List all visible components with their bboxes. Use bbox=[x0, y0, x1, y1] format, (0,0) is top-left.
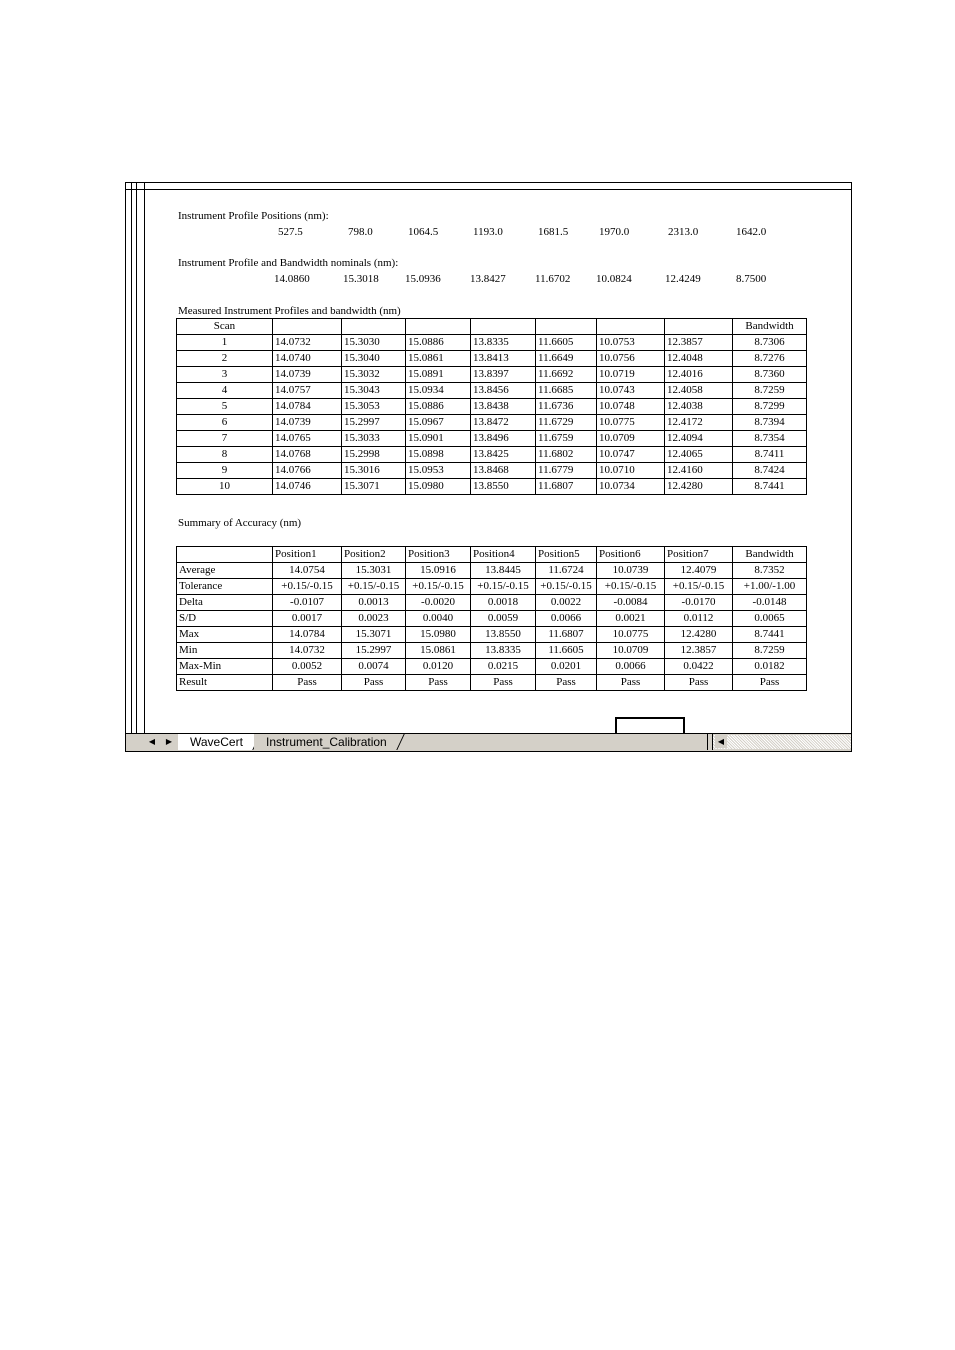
table-cell[interactable]: 3 bbox=[177, 367, 273, 383]
table-cell[interactable]: 13.8335 bbox=[471, 643, 536, 659]
table-cell[interactable]: 10.0709 bbox=[597, 431, 665, 447]
nominals-label: Instrument Profile and Bandwidth nominals (nm): bbox=[178, 257, 399, 269]
table-cell[interactable]: 0.0074 bbox=[342, 659, 406, 675]
nominals-value: 15.0936 bbox=[405, 273, 441, 285]
table-cell[interactable]: 0.0201 bbox=[536, 659, 597, 675]
table-cell[interactable]: Position6 bbox=[597, 547, 665, 563]
profile-positions-value: 1642.0 bbox=[736, 226, 767, 238]
table-row bbox=[177, 335, 807, 351]
table-cell[interactable]: 0.0052 bbox=[273, 659, 342, 675]
nominals-value: 15.3018 bbox=[343, 273, 379, 285]
profile-positions-value: 2313.0 bbox=[668, 226, 699, 238]
profile-positions-value: 1064.5 bbox=[408, 226, 439, 238]
table-cell[interactable]: 12.4094 bbox=[665, 431, 733, 447]
table-cell[interactable]: S/D bbox=[177, 611, 273, 627]
table-cell[interactable]: 15.3032 bbox=[342, 367, 406, 383]
profile-positions-label: Instrument Profile Positions (nm): bbox=[178, 210, 329, 222]
table-row bbox=[177, 595, 807, 611]
table-cell[interactable]: Position3 bbox=[406, 547, 471, 563]
table-cell[interactable] bbox=[273, 319, 342, 335]
table-cell[interactable]: 13.8472 bbox=[471, 415, 536, 431]
table-cell[interactable]: Pass bbox=[733, 675, 807, 691]
table-cell[interactable]: -0.0084 bbox=[597, 595, 665, 611]
table-cell[interactable]: 7 bbox=[177, 431, 273, 447]
table-cell[interactable]: 11.6802 bbox=[536, 447, 597, 463]
horizontal-scrollbar[interactable] bbox=[712, 735, 851, 749]
profile-positions-value: 1193.0 bbox=[473, 226, 503, 238]
table-header-row bbox=[177, 547, 807, 563]
summary-table bbox=[176, 546, 807, 691]
table-cell[interactable]: -0.0148 bbox=[733, 595, 807, 611]
table-cell[interactable]: 4 bbox=[177, 383, 273, 399]
table-cell[interactable]: 13.8496 bbox=[471, 431, 536, 447]
table-cell[interactable]: 8.7276 bbox=[733, 351, 807, 367]
table-cell[interactable]: 11.6779 bbox=[536, 463, 597, 479]
table-cell[interactable]: 15.0861 bbox=[406, 643, 471, 659]
nominals-value: 11.6702 bbox=[535, 273, 571, 285]
table-cell[interactable]: +0.15/-0.15 bbox=[536, 579, 597, 595]
table-cell[interactable]: 15.0916 bbox=[406, 563, 471, 579]
table-cell[interactable]: 5 bbox=[177, 399, 273, 415]
table-cell[interactable]: 0.0120 bbox=[406, 659, 471, 675]
table-cell[interactable]: 0.0040 bbox=[406, 611, 471, 627]
table-row bbox=[177, 399, 807, 415]
table-cell[interactable]: 10.0775 bbox=[597, 415, 665, 431]
table-cell[interactable]: 15.3031 bbox=[342, 563, 406, 579]
table-cell[interactable]: 10.0734 bbox=[597, 479, 665, 495]
table-cell[interactable]: 0.0022 bbox=[536, 595, 597, 611]
nominals-value: 10.0824 bbox=[596, 273, 632, 285]
measured-table bbox=[176, 318, 807, 495]
table-cell[interactable]: 11.6724 bbox=[536, 563, 597, 579]
table-cell[interactable]: 0.0013 bbox=[342, 595, 406, 611]
table-cell[interactable]: 10.0753 bbox=[597, 335, 665, 351]
table-row bbox=[177, 367, 807, 383]
table-cell[interactable]: 9 bbox=[177, 463, 273, 479]
table-cell[interactable]: 11.6649 bbox=[536, 351, 597, 367]
table-cell[interactable]: -0.0170 bbox=[665, 595, 733, 611]
table-cell[interactable]: 12.4048 bbox=[665, 351, 733, 367]
table-cell[interactable]: Pass bbox=[471, 675, 536, 691]
table-cell[interactable] bbox=[406, 319, 471, 335]
table-cell[interactable]: 15.2997 bbox=[342, 415, 406, 431]
table-cell[interactable]: +0.15/-0.15 bbox=[665, 579, 733, 595]
table-cell[interactable]: 14.0732 bbox=[273, 335, 342, 351]
table-cell[interactable]: Bandwidth bbox=[733, 319, 807, 335]
table-cell[interactable]: 6 bbox=[177, 415, 273, 431]
table-cell[interactable]: Min bbox=[177, 643, 273, 659]
table-cell[interactable]: 11.6729 bbox=[536, 415, 597, 431]
table-row bbox=[177, 643, 807, 659]
table-cell[interactable]: 15.3043 bbox=[342, 383, 406, 399]
table-cell[interactable]: 13.8397 bbox=[471, 367, 536, 383]
scroll-left-icon[interactable]: ◀ bbox=[148, 737, 156, 746]
table-cell[interactable]: 11.6807 bbox=[536, 627, 597, 643]
table-cell[interactable]: 10.0743 bbox=[597, 383, 665, 399]
table-cell[interactable]: 11.6807 bbox=[536, 479, 597, 495]
table-cell[interactable] bbox=[342, 319, 406, 335]
table-cell[interactable]: Pass bbox=[273, 675, 342, 691]
table-cell[interactable]: Result bbox=[177, 675, 273, 691]
nominals-value: 12.4249 bbox=[665, 273, 701, 285]
nominals-value: 13.8427 bbox=[470, 273, 506, 285]
table-cell[interactable] bbox=[597, 319, 665, 335]
table-cell[interactable] bbox=[177, 547, 273, 563]
table-cell[interactable]: 10.0719 bbox=[597, 367, 665, 383]
table-cell[interactable]: 14.0784 bbox=[273, 399, 342, 415]
table-cell[interactable] bbox=[665, 319, 733, 335]
table-cell[interactable]: Position4 bbox=[471, 547, 536, 563]
table-cell[interactable]: 12.4079 bbox=[665, 563, 733, 579]
tab-wavecert[interactable]: WaveCert bbox=[178, 734, 257, 750]
table-cell[interactable]: 14.0739 bbox=[273, 415, 342, 431]
table-cell[interactable]: 0.0059 bbox=[471, 611, 536, 627]
worksheet-area bbox=[145, 190, 851, 733]
table-row bbox=[177, 563, 807, 579]
table-row bbox=[177, 675, 807, 691]
table-cell[interactable]: Scan bbox=[177, 319, 273, 335]
table-cell[interactable]: 0.0021 bbox=[597, 611, 665, 627]
table-row bbox=[177, 431, 807, 447]
table-cell[interactable]: 15.3053 bbox=[342, 399, 406, 415]
table-cell[interactable]: 10.0747 bbox=[597, 447, 665, 463]
table-cell[interactable]: +0.15/-0.15 bbox=[273, 579, 342, 595]
profile-positions-value: 1970.0 bbox=[599, 226, 630, 238]
table-row bbox=[177, 659, 807, 675]
table-cell[interactable]: 11.6692 bbox=[536, 367, 597, 383]
table-cell[interactable]: 15.0980 bbox=[406, 627, 471, 643]
table-cell[interactable]: 14.0766 bbox=[273, 463, 342, 479]
table-cell[interactable]: 15.0980 bbox=[406, 479, 471, 495]
table-cell[interactable]: 12.3857 bbox=[665, 335, 733, 351]
table-cell[interactable] bbox=[471, 319, 536, 335]
table-cell[interactable]: 12.4160 bbox=[665, 463, 733, 479]
table-cell[interactable]: 8.7441 bbox=[733, 627, 807, 643]
table-row bbox=[177, 627, 807, 643]
table-cell[interactable] bbox=[536, 319, 597, 335]
table-cell[interactable]: 13.8550 bbox=[471, 627, 536, 643]
table-cell[interactable]: 14.0784 bbox=[273, 627, 342, 643]
profile-positions-value: 798.0 bbox=[348, 226, 373, 238]
table-row bbox=[177, 351, 807, 367]
table-cell[interactable]: 15.0886 bbox=[406, 399, 471, 415]
table-cell[interactable]: 12.4280 bbox=[665, 627, 733, 643]
table-cell[interactable]: -0.0020 bbox=[406, 595, 471, 611]
table-row bbox=[177, 463, 807, 479]
table-row bbox=[177, 611, 807, 627]
table-cell[interactable]: +0.15/-0.15 bbox=[597, 579, 665, 595]
table-cell[interactable]: 11.6605 bbox=[536, 335, 597, 351]
table-cell[interactable]: 10.0748 bbox=[597, 399, 665, 415]
table-cell[interactable]: Position1 bbox=[273, 547, 342, 563]
table-cell[interactable]: 13.8445 bbox=[471, 563, 536, 579]
table-cell[interactable]: 14.0754 bbox=[273, 563, 342, 579]
profile-positions-value: 527.5 bbox=[278, 226, 303, 238]
table-cell[interactable]: Average bbox=[177, 563, 273, 579]
table-cell[interactable]: Pass bbox=[342, 675, 406, 691]
nominals-value: 14.0860 bbox=[274, 273, 310, 285]
table-cell[interactable]: 13.8468 bbox=[471, 463, 536, 479]
table-cell[interactable]: +0.15/-0.15 bbox=[406, 579, 471, 595]
table-cell[interactable]: 2 bbox=[177, 351, 273, 367]
table-cell[interactable]: 11.6685 bbox=[536, 383, 597, 399]
table-cell[interactable]: -0.0107 bbox=[273, 595, 342, 611]
table-cell[interactable]: 8 bbox=[177, 447, 273, 463]
table-cell[interactable]: Tolerance bbox=[177, 579, 273, 595]
table-cell[interactable]: 10.0739 bbox=[597, 563, 665, 579]
table-cell[interactable]: 13.8456 bbox=[471, 383, 536, 399]
table-cell[interactable]: 0.0023 bbox=[342, 611, 406, 627]
table-cell[interactable]: 8.7354 bbox=[733, 431, 807, 447]
table-cell[interactable]: 10 bbox=[177, 479, 273, 495]
table-cell[interactable]: 11.6759 bbox=[536, 431, 597, 447]
table-cell[interactable]: 0.0017 bbox=[273, 611, 342, 627]
table-cell[interactable]: 14.0732 bbox=[273, 643, 342, 659]
table-cell[interactable]: 14.0746 bbox=[273, 479, 342, 495]
table-cell[interactable]: 0.0065 bbox=[733, 611, 807, 627]
table-cell[interactable]: 13.8413 bbox=[471, 351, 536, 367]
table-cell[interactable]: 10.0756 bbox=[597, 351, 665, 367]
table-cell[interactable]: 14.0768 bbox=[273, 447, 342, 463]
table-cell[interactable]: 13.8550 bbox=[471, 479, 536, 495]
table-cell[interactable]: 8.7259 bbox=[733, 643, 807, 659]
spreadsheet-window bbox=[125, 182, 852, 752]
profile-positions-value: 1681.5 bbox=[538, 226, 569, 238]
table-cell[interactable]: 15.0898 bbox=[406, 447, 471, 463]
table-cell[interactable]: 8.7411 bbox=[733, 447, 807, 463]
table-row bbox=[177, 579, 807, 595]
table-cell[interactable]: Delta bbox=[177, 595, 273, 611]
table-cell[interactable]: Max bbox=[177, 627, 273, 643]
table-cell[interactable]: 15.3016 bbox=[342, 463, 406, 479]
table-cell[interactable]: Pass bbox=[597, 675, 665, 691]
table-header-row bbox=[177, 319, 807, 335]
table-row bbox=[177, 415, 807, 431]
table-row bbox=[177, 383, 807, 399]
table-cell[interactable]: 0.0066 bbox=[597, 659, 665, 675]
table-cell[interactable]: 0.0182 bbox=[733, 659, 807, 675]
table-cell[interactable]: 15.0901 bbox=[406, 431, 471, 447]
table-cell[interactable]: 13.8335 bbox=[471, 335, 536, 351]
table-cell[interactable]: +1.00/-1.00 bbox=[733, 579, 807, 595]
scroll-right-icon[interactable]: ▶ bbox=[165, 737, 173, 746]
table-cell[interactable]: Max-Min bbox=[177, 659, 273, 675]
table-cell[interactable]: 0.0422 bbox=[665, 659, 733, 675]
table-cell[interactable]: 13.8425 bbox=[471, 447, 536, 463]
table-cell[interactable]: 15.0934 bbox=[406, 383, 471, 399]
table-cell[interactable]: 10.0710 bbox=[597, 463, 665, 479]
table-cell[interactable]: Pass bbox=[406, 675, 471, 691]
summary-label: Summary of Accuracy (nm) bbox=[178, 517, 302, 529]
hscroll-left-icon[interactable]: ◀ bbox=[715, 735, 727, 748]
table-cell[interactable]: 12.4172 bbox=[665, 415, 733, 431]
table-cell[interactable]: 10.0709 bbox=[597, 643, 665, 659]
table-cell[interactable]: 0.0112 bbox=[665, 611, 733, 627]
table-cell[interactable]: 12.4058 bbox=[665, 383, 733, 399]
table-cell[interactable]: 8.7352 bbox=[733, 563, 807, 579]
table-cell[interactable]: 15.3033 bbox=[342, 431, 406, 447]
table-cell[interactable]: 8.7394 bbox=[733, 415, 807, 431]
table-cell[interactable]: 12.4280 bbox=[665, 479, 733, 495]
table-cell[interactable]: 8.7441 bbox=[733, 479, 807, 495]
table-cell[interactable]: 12.4065 bbox=[665, 447, 733, 463]
table-row bbox=[177, 447, 807, 463]
table-cell[interactable]: 0.0215 bbox=[471, 659, 536, 675]
table-cell[interactable]: 14.0739 bbox=[273, 367, 342, 383]
table-cell[interactable]: 14.0740 bbox=[273, 351, 342, 367]
table-cell[interactable]: 0.0066 bbox=[536, 611, 597, 627]
table-cell[interactable]: 11.6605 bbox=[536, 643, 597, 659]
window-top-border bbox=[126, 183, 851, 190]
table-cell[interactable]: 15.0967 bbox=[406, 415, 471, 431]
nominals-value: 8.7500 bbox=[736, 273, 767, 285]
table-cell[interactable]: Pass bbox=[536, 675, 597, 691]
table-cell[interactable]: 8.7424 bbox=[733, 463, 807, 479]
table-cell[interactable]: 10.0775 bbox=[597, 627, 665, 643]
table-cell[interactable]: 15.2997 bbox=[342, 643, 406, 659]
table-cell[interactable]: Position7 bbox=[665, 547, 733, 563]
table-cell[interactable]: 15.0891 bbox=[406, 367, 471, 383]
table-cell[interactable]: 15.0861 bbox=[406, 351, 471, 367]
table-cell[interactable]: 15.0953 bbox=[406, 463, 471, 479]
table-cell[interactable]: 15.2998 bbox=[342, 447, 406, 463]
table-cell[interactable]: 15.3030 bbox=[342, 335, 406, 351]
table-cell[interactable]: Position5 bbox=[536, 547, 597, 563]
table-cell[interactable]: 8.7306 bbox=[733, 335, 807, 351]
table-cell[interactable]: Bandwidth bbox=[733, 547, 807, 563]
table-cell[interactable]: 13.8438 bbox=[471, 399, 536, 415]
sheet-tab-bar bbox=[126, 733, 851, 751]
table-cell[interactable]: +0.15/-0.15 bbox=[342, 579, 406, 595]
table-cell[interactable]: Pass bbox=[665, 675, 733, 691]
table-cell[interactable]: +0.15/-0.15 bbox=[471, 579, 536, 595]
table-cell[interactable]: 15.0886 bbox=[406, 335, 471, 351]
table-cell[interactable]: 0.0018 bbox=[471, 595, 536, 611]
table-cell[interactable]: 8.7299 bbox=[733, 399, 807, 415]
table-cell[interactable]: 15.3040 bbox=[342, 351, 406, 367]
table-cell[interactable]: 8.7259 bbox=[733, 383, 807, 399]
table-cell[interactable]: Position2 bbox=[342, 547, 406, 563]
table-cell[interactable]: 12.4016 bbox=[665, 367, 733, 383]
table-cell[interactable]: 12.4038 bbox=[665, 399, 733, 415]
table-cell[interactable]: 11.6736 bbox=[536, 399, 597, 415]
table-cell[interactable]: 12.3857 bbox=[665, 643, 733, 659]
measured-label: Measured Instrument Profiles and bandwidth (nm) bbox=[178, 305, 401, 317]
table-cell[interactable]: 14.0757 bbox=[273, 383, 342, 399]
tab-instrument-calibration[interactable]: Instrument_Calibration bbox=[254, 734, 401, 750]
table-cell[interactable]: 14.0765 bbox=[273, 431, 342, 447]
table-cell[interactable]: 15.3071 bbox=[342, 479, 406, 495]
table-cell[interactable]: 8.7360 bbox=[733, 367, 807, 383]
table-cell[interactable]: 1 bbox=[177, 335, 273, 351]
window-left-border bbox=[126, 183, 145, 735]
table-row bbox=[177, 479, 807, 495]
table-cell[interactable]: 15.3071 bbox=[342, 627, 406, 643]
